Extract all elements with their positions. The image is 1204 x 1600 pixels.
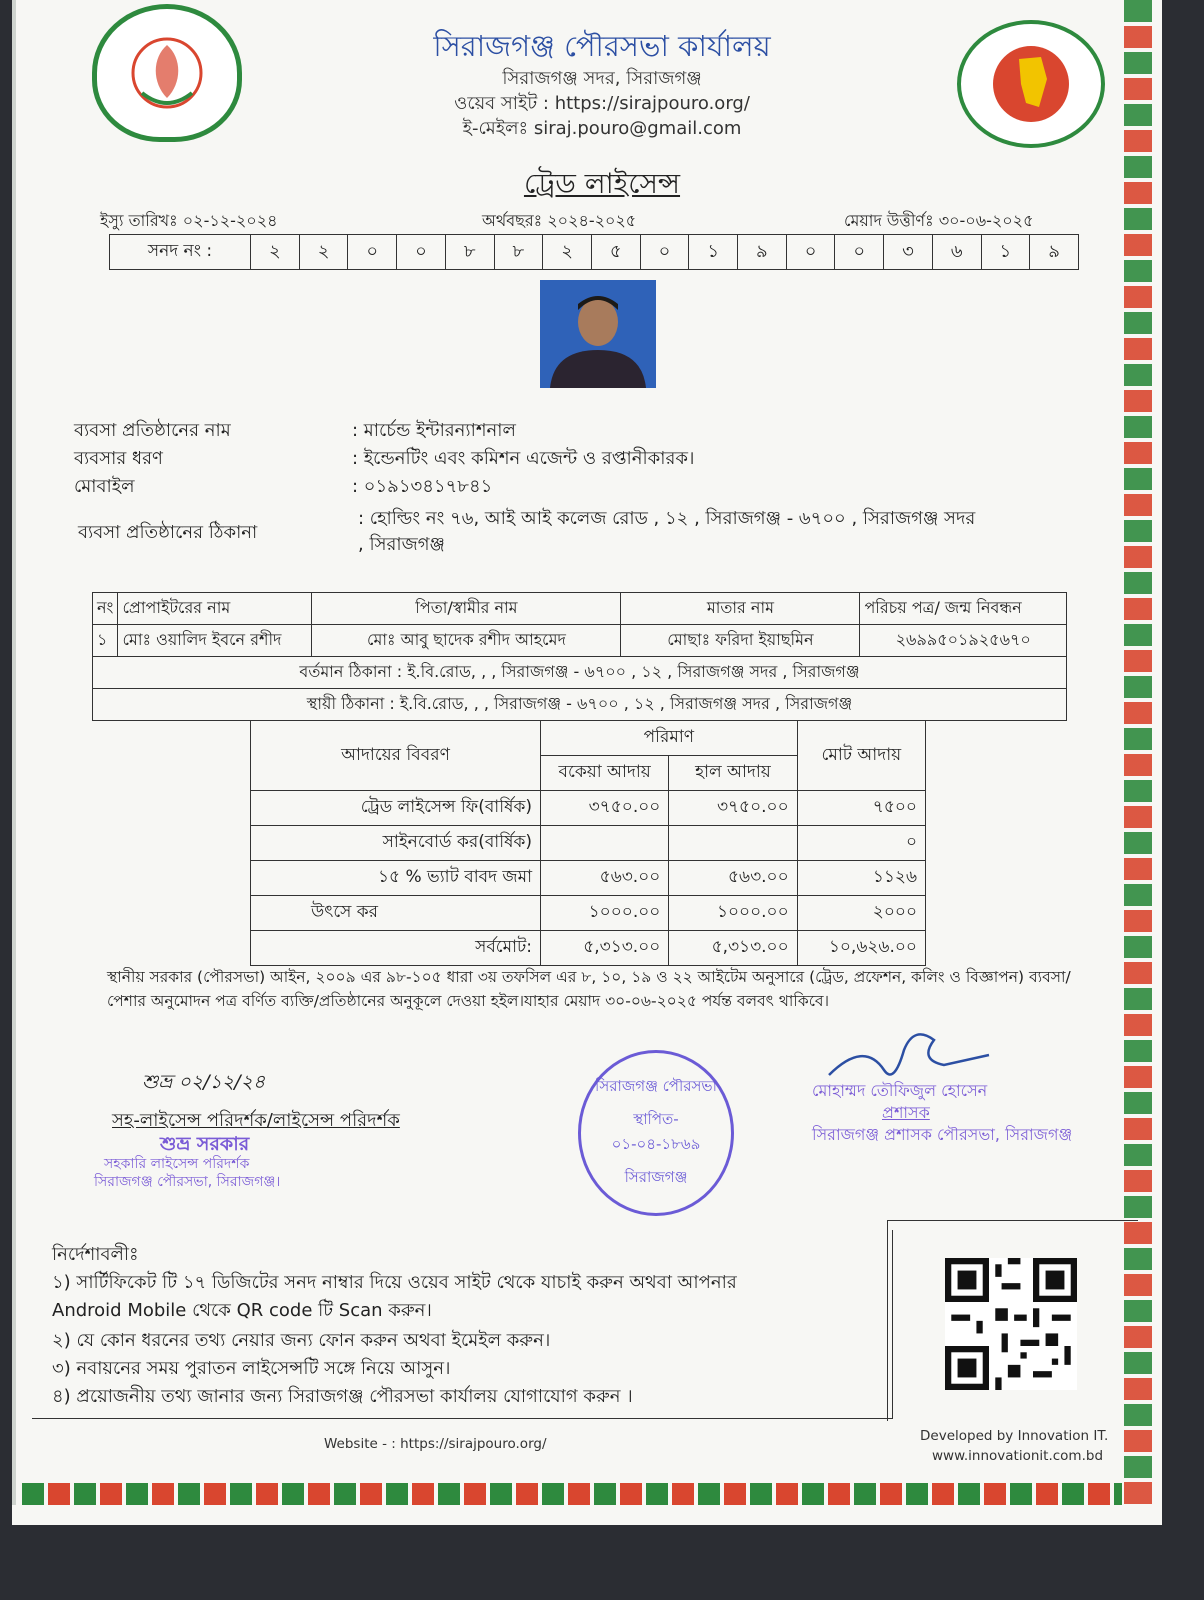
cert-digit: ৯ xyxy=(738,235,787,269)
stamp-established: স্থাপিত- xyxy=(633,1110,679,1128)
col-header-desc: আদায়ের বিবরণ xyxy=(251,721,541,791)
cert-digit: ০ xyxy=(835,235,884,269)
fee-desc: সাইনবোর্ড কর(বার্ষিক) xyxy=(251,826,541,861)
col-header: প্রোপাইটরের নাম xyxy=(118,593,312,625)
business-address-value: : হোল্ডিং নং ৭৬, আই আই কলেজ রোড , ১২ , সিরাজগঞ্জ - ৬৭০০ , সিরাজগঞ্জ সদর xyxy=(358,508,976,529)
cell-proprietor-name: মোঃ ওয়ালিদ ইবনে রশীদ xyxy=(118,625,312,657)
fee-desc: ১৫ % ভ্যাট বাবদ জমা xyxy=(251,861,541,896)
inspector-title: সহ-লাইসেন্স পরিদর্শক/লাইসেন্স পরিদর্শক xyxy=(112,1110,400,1131)
inspector-signature: শুভ্র ০২/১২/২৪ xyxy=(142,1071,266,1093)
stamp-bottom: সিরাজগঞ্জ xyxy=(624,1168,688,1186)
owner-photo xyxy=(540,280,656,388)
declaration-text: স্থানীয় সরকার (পৌরসভা) আইন, ২০০৯ এর ৯৮-১০৫ ধারা ৩য় তফসিল এর ৮, ১০, ১৯ ও ২২ আইটেম অনুসারে (ট্রেড, প্রফেশন, কলিং ও বিজ্ঞাপন) ব্যবসা/পেশার অনুমোদন পত্র বর্ণিত ব্যক্তি/প্রতিষ্ঠানের অনুকূলে দেওয়া হইল।যাহার মেয়াদ ৩০-০৬-২০২৫ পর্যন্ত বলবৎ থাকিবে। xyxy=(107,968,1071,1010)
fee-table xyxy=(250,720,926,966)
business-type-value: : ইন্ডেনটিং এবং কমিশন এজেন্ট ও রপ্তানীকারক। xyxy=(352,448,695,469)
qr-code-icon xyxy=(932,1258,1090,1390)
office-website: ওয়েব সাইট : https://sirajpouro.org/ xyxy=(454,93,750,114)
table-header-row xyxy=(251,721,926,756)
cert-digit: ১ xyxy=(689,235,738,269)
developer-url: www.innovationit.com.bd xyxy=(932,1448,1104,1464)
table-row xyxy=(93,689,1067,721)
fee-current: ১০০০.০০ xyxy=(669,896,797,931)
mobile-value: : ০১৯১৩৪১৭৮৪১ xyxy=(352,476,493,497)
stamp-top: সিরাজগঞ্জ পৌরসভা xyxy=(595,1077,717,1095)
inspector-seal-name: শুভ্র সরকার xyxy=(160,1133,250,1155)
cell-nid: ২৬৯৯৫০১৯২৫৬৭০ xyxy=(860,625,1067,657)
col-header-total: মোট আদায় xyxy=(797,721,925,791)
table-row xyxy=(93,625,1067,657)
col-header-amount: পরিমাণ xyxy=(541,721,798,756)
govt-seal-icon xyxy=(971,29,1091,139)
col-header-due: বকেয়া আদায় xyxy=(541,756,669,791)
trade-license-document xyxy=(12,0,1162,1525)
fee-due xyxy=(541,826,669,861)
administrator-name: মোহাম্মদ তৌফিজুল হোসেন xyxy=(812,1081,988,1100)
inspector-seal-title: সহকারি লাইসেন্স পরিদর্শক xyxy=(104,1156,250,1172)
cert-digit: ২ xyxy=(251,235,300,269)
cert-digit: ০ xyxy=(397,235,446,269)
col-header: পরিচয় পত্র/ জন্ম নিবন্ধন xyxy=(860,593,1067,625)
fee-due: ১০০০.০০ xyxy=(541,896,669,931)
business-type-label: ব্যবসার ধরণ xyxy=(74,448,163,469)
col-header: নং xyxy=(93,593,118,625)
present-address: বর্তমান ঠিকানা : ই.বি.রোড, , , সিরাজগঞ্জ - ৬৭০০ , ১২ , সিরাজগঞ্জ সদর , সিরাজগঞ্জ xyxy=(93,657,1067,689)
cert-digit: ৮ xyxy=(495,235,544,269)
administrator-role: প্রশাসক xyxy=(882,1103,930,1122)
fee-due: ৫৬৩.০০ xyxy=(541,861,669,896)
table-row xyxy=(251,826,926,861)
cert-digit: ২ xyxy=(300,235,349,269)
fee-current: ৫৬৩.০০ xyxy=(669,861,797,896)
fee-desc: উৎসে কর xyxy=(251,896,541,931)
fee-total: ০ xyxy=(797,826,925,861)
issue-date: ইস্যু তারিখঃ ০২-১২-২০২৪ xyxy=(100,211,278,230)
grand-current: ৫,৩১৩.০০ xyxy=(669,931,797,966)
business-name-label: ব্যবসা প্রতিষ্ঠানের নাম xyxy=(74,420,231,441)
fee-current xyxy=(669,826,797,861)
cert-digit: ৩ xyxy=(884,235,933,269)
table-header-row xyxy=(93,593,1067,625)
person-photo-icon xyxy=(540,280,656,388)
cert-digit: ২ xyxy=(543,235,592,269)
office-email: ই-মেইলঃ siraj.pouro@gmail.com xyxy=(462,118,742,139)
table-row xyxy=(93,657,1067,689)
municipality-logo xyxy=(92,4,242,142)
footer-website: Website - : https://sirajpouro.org/ xyxy=(324,1436,547,1452)
instructions-title: নির্দেশাবলীঃ xyxy=(52,1244,139,1265)
inspector-seal-org: সিরাজগঞ্জ পৌরসভা, সিরাজগঞ্জ। xyxy=(94,1174,281,1190)
fee-current: ৩৭৫০.০০ xyxy=(669,791,797,826)
grand-total: ১০,৬২৬.০০ xyxy=(797,931,925,966)
left-edge xyxy=(12,0,16,1505)
document-title: ট্রেড লাইসেন্স xyxy=(523,167,681,200)
cert-digit: ৫ xyxy=(592,235,641,269)
cert-digit: ০ xyxy=(641,235,690,269)
office-address: সিরাজগঞ্জ সদর, সিরাজগঞ্জ xyxy=(502,68,702,89)
certificate-number-box xyxy=(109,234,1079,270)
instruction-item: ১) সার্টিফিকেট টি ১৭ ডিজিটের সনদ নাম্বার দিয়ে ওয়েব সাইট থেকে যাচাই করুন অথবা আপনার xyxy=(52,1272,737,1293)
cert-digit: ১ xyxy=(982,235,1031,269)
table-row-total xyxy=(251,931,926,966)
expiry-date: মেয়াদ উত্তীর্ণঃ ৩০-০৬-২০২৫ xyxy=(844,211,1034,230)
proprietor-table xyxy=(92,592,1067,721)
cell-father-name: মোঃ আবু ছাদেক রশীদ আহমেদ xyxy=(312,625,621,657)
fee-total: ২০০০ xyxy=(797,896,925,931)
fee-total: ৭৫০০ xyxy=(797,791,925,826)
administrator-org: সিরাজগঞ্জ প্রশাসক পৌরসভা, সিরাজগঞ্জ xyxy=(812,1125,1073,1144)
fee-due: ৩৭৫০.০০ xyxy=(541,791,669,826)
table-row xyxy=(251,896,926,931)
instruction-item: Android Mobile থেকে QR code টি Scan করুন। xyxy=(52,1300,432,1321)
col-header-current: হাল আদায় xyxy=(669,756,797,791)
mobile-label: মোবাইল xyxy=(74,476,135,497)
table-row xyxy=(251,791,926,826)
fiscal-year: অর্থবছরঃ ২০২৪-২০২৫ xyxy=(482,211,637,230)
certificate-number-label: সনদ নং : xyxy=(110,235,251,269)
grand-total-label: সর্বমোট: xyxy=(251,931,541,966)
col-header: মাতার নাম xyxy=(621,593,860,625)
cert-digit: ০ xyxy=(348,235,397,269)
business-address-value-cont: , সিরাজগঞ্জ xyxy=(358,534,445,555)
grand-due: ৫,৩১৩.০০ xyxy=(541,931,669,966)
table-row xyxy=(251,861,926,896)
developer-credit: Developed by Innovation IT. xyxy=(920,1428,1109,1444)
permanent-address: স্থায়ী ঠিকানা : ই.বি.রোড, , , সিরাজগঞ্জ - ৬৭০০ , ১২ , সিরাজগঞ্জ সদর , সিরাজগঞ্জ xyxy=(93,689,1067,721)
municipality-emblem-icon xyxy=(112,23,222,123)
fee-total: ১১২৬ xyxy=(797,861,925,896)
decorative-border-bottom xyxy=(22,1483,1122,1505)
cert-digit: ০ xyxy=(787,235,836,269)
fee-desc: ট্রেড লাইসেন্স ফি(বার্ষিক) xyxy=(251,791,541,826)
office-title: সিরাজগঞ্জ পৌরসভা কার্যালয় xyxy=(433,29,771,63)
cert-digit: ৬ xyxy=(933,235,982,269)
municipality-stamp xyxy=(578,1050,734,1216)
instruction-item: ২) যে কোন ধরনের তথ্য নেয়ার জন্য ফোন করুন অথবা ইমেইল করুন। xyxy=(52,1330,551,1351)
cert-digit: ৮ xyxy=(446,235,495,269)
cert-digit: ৯ xyxy=(1048,240,1060,262)
instruction-item: ৪) প্রয়োজনীয় তথ্য জানার জন্য সিরাজগঞ্জ পৌরসভা কার্যালয় যোগাযোগ করুন । xyxy=(52,1386,633,1407)
stamp-date: ০১-০৪-১৮৬৯ xyxy=(611,1135,701,1153)
instruction-item: ৩) নবায়নের সময় পুরাতন লাইসেন্সটি সঙ্গে নিয়ে আসুন। xyxy=(52,1358,451,1379)
business-address-label: ব্যবসা প্রতিষ্ঠানের ঠিকানা xyxy=(78,522,258,543)
cell-serial: ১ xyxy=(93,625,118,657)
business-name-value: : মার্চেন্ড ইন্টারন্যাশনাল xyxy=(352,420,516,441)
bangladesh-govt-seal xyxy=(957,20,1105,148)
col-header: পিতা/স্বামীর নাম xyxy=(312,593,621,625)
cell-mother-name: মোছাঃ ফরিদা ইয়াছমিন xyxy=(621,625,860,657)
